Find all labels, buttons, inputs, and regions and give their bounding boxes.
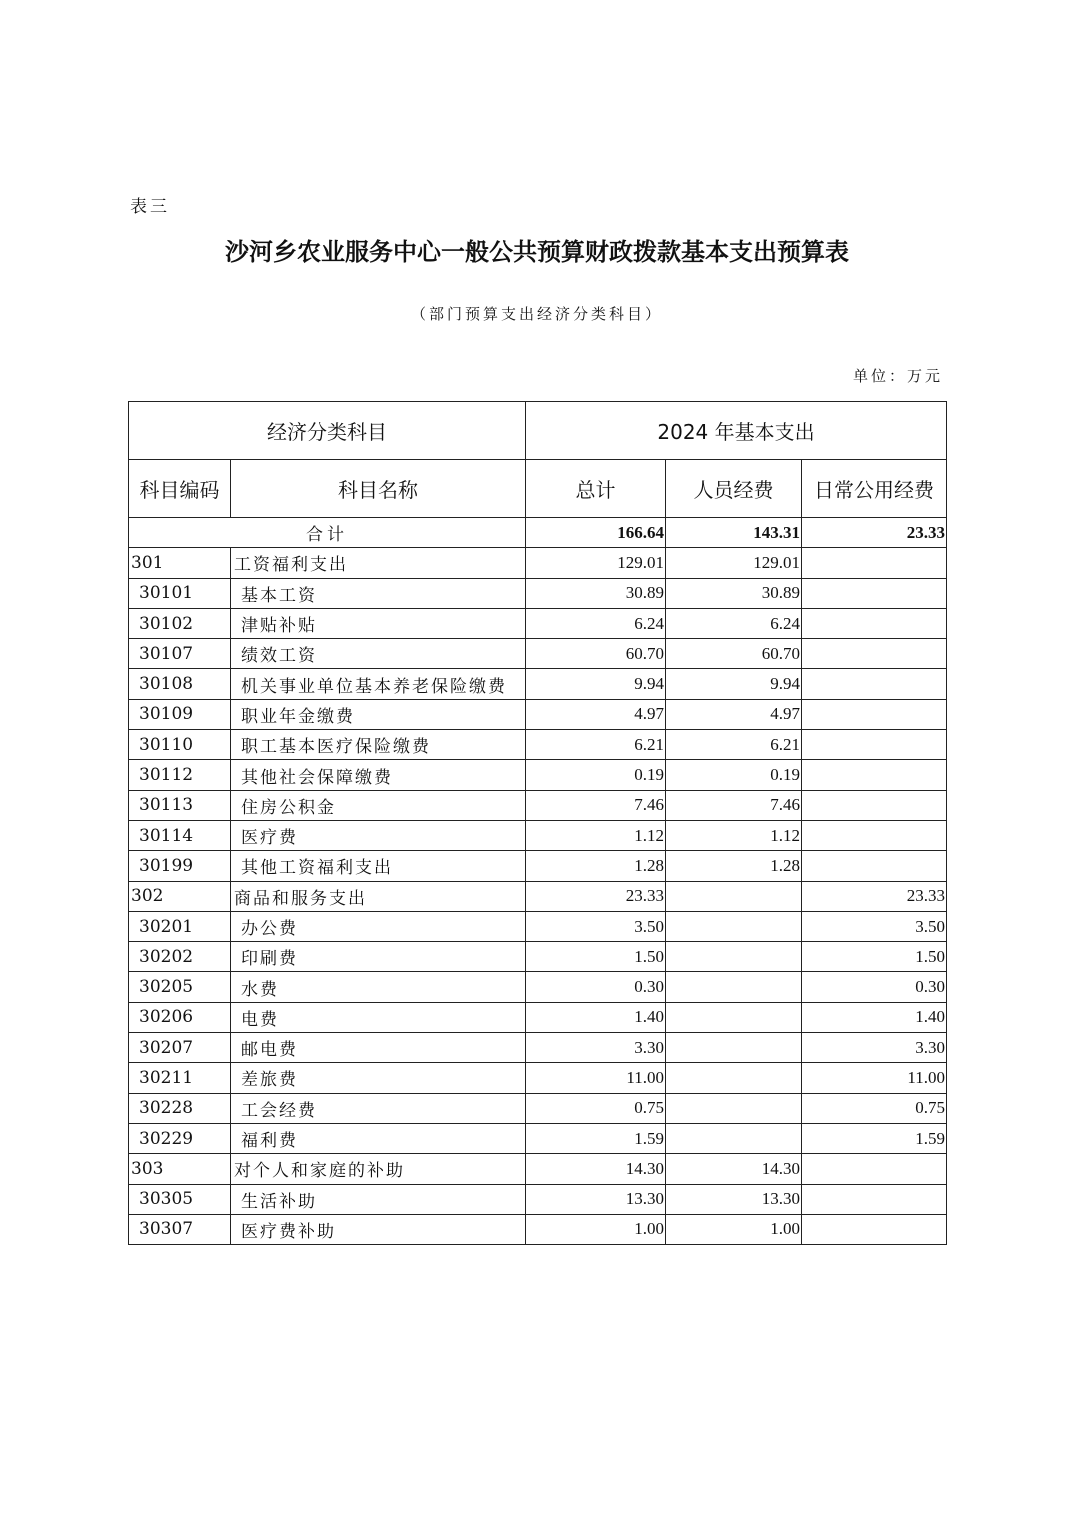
row-total: 1.50	[526, 942, 666, 972]
row-public	[802, 760, 947, 790]
header-row-group	[129, 402, 947, 460]
row-personnel: 14.30	[666, 1154, 802, 1184]
row-public	[802, 699, 947, 729]
row-name: 职工基本医疗保险缴费	[231, 730, 526, 760]
row-code: 30205	[129, 972, 231, 1002]
row-personnel: 13.30	[666, 1184, 802, 1214]
row-total: 13.30	[526, 1184, 666, 1214]
row-public: 1.50	[802, 942, 947, 972]
row-name: 印刷费	[231, 942, 526, 972]
row-code: 30108	[129, 669, 231, 699]
row-code: 30305	[129, 1184, 231, 1214]
table-row	[129, 972, 947, 1002]
row-total: 7.46	[526, 790, 666, 820]
row-total: 1.40	[526, 1002, 666, 1032]
row-name: 差旅费	[231, 1063, 526, 1093]
row-personnel: 1.12	[666, 820, 802, 850]
table-row	[129, 548, 947, 578]
row-public	[802, 639, 947, 669]
header-total: 总计	[526, 460, 666, 518]
row-name: 商品和服务支出	[231, 881, 526, 911]
row-name: 其他工资福利支出	[231, 851, 526, 881]
table-row	[129, 608, 947, 638]
row-name: 基本工资	[231, 578, 526, 608]
row-total: 0.30	[526, 972, 666, 1002]
row-personnel: 1.00	[666, 1214, 802, 1244]
row-personnel: 6.21	[666, 730, 802, 760]
row-code: 30228	[129, 1093, 231, 1123]
row-personnel: 4.97	[666, 699, 802, 729]
row-public	[802, 1154, 947, 1184]
total-sum: 166.64	[526, 518, 666, 548]
row-code: 301	[129, 548, 231, 578]
table-row	[129, 578, 947, 608]
row-total: 6.21	[526, 730, 666, 760]
row-personnel	[666, 1063, 802, 1093]
row-public	[802, 608, 947, 638]
row-total: 30.89	[526, 578, 666, 608]
row-code: 30113	[129, 790, 231, 820]
header-personnel: 人员经费	[666, 460, 802, 518]
row-code: 30102	[129, 608, 231, 638]
row-code: 30199	[129, 851, 231, 881]
row-code: 30307	[129, 1214, 231, 1244]
table-row	[129, 851, 947, 881]
row-name: 生活补助	[231, 1184, 526, 1214]
table-row	[129, 911, 947, 941]
row-public	[802, 1214, 947, 1244]
row-name: 工会经费	[231, 1093, 526, 1123]
table-row	[129, 942, 947, 972]
header-economic-classification: 经济分类科目	[129, 402, 526, 460]
row-total: 3.50	[526, 911, 666, 941]
table-row	[129, 881, 947, 911]
row-personnel	[666, 1123, 802, 1153]
row-personnel: 30.89	[666, 578, 802, 608]
row-personnel: 60.70	[666, 639, 802, 669]
total-personnel: 143.31	[666, 518, 802, 548]
row-name: 水费	[231, 972, 526, 1002]
page-subtitle: （部门预算支出经济分类科目）	[410, 305, 663, 323]
row-code: 30114	[129, 820, 231, 850]
table-row	[129, 1093, 947, 1123]
row-personnel: 7.46	[666, 790, 802, 820]
total-row	[129, 518, 947, 548]
table-row	[129, 1123, 947, 1153]
row-public: 0.75	[802, 1093, 947, 1123]
row-public: 1.59	[802, 1123, 947, 1153]
budget-table	[128, 401, 947, 1245]
row-public: 11.00	[802, 1063, 947, 1093]
table-row	[129, 639, 947, 669]
row-total: 3.30	[526, 1033, 666, 1063]
row-total: 1.28	[526, 851, 666, 881]
row-code: 30109	[129, 699, 231, 729]
row-total: 4.97	[526, 699, 666, 729]
row-code: 30202	[129, 942, 231, 972]
row-name: 津贴补贴	[231, 608, 526, 638]
table-row	[129, 1002, 947, 1032]
row-public: 3.30	[802, 1033, 947, 1063]
row-public	[802, 548, 947, 578]
row-code: 30229	[129, 1123, 231, 1153]
row-personnel	[666, 1093, 802, 1123]
row-name: 医疗费	[231, 820, 526, 850]
row-public: 1.40	[802, 1002, 947, 1032]
row-code: 303	[129, 1154, 231, 1184]
row-code: 30207	[129, 1033, 231, 1063]
row-code: 30112	[129, 760, 231, 790]
row-public: 0.30	[802, 972, 947, 1002]
row-personnel: 6.24	[666, 608, 802, 638]
header-code: 科目编码	[129, 460, 231, 518]
row-total: 0.75	[526, 1093, 666, 1123]
row-total: 129.01	[526, 548, 666, 578]
row-personnel: 129.01	[666, 548, 802, 578]
row-total: 0.19	[526, 760, 666, 790]
row-name: 工资福利支出	[231, 548, 526, 578]
row-total: 23.33	[526, 881, 666, 911]
row-name: 职业年金缴费	[231, 699, 526, 729]
row-total: 9.94	[526, 669, 666, 699]
row-name: 对个人和家庭的补助	[231, 1154, 526, 1184]
total-label: 合计	[129, 518, 526, 548]
total-public: 23.33	[802, 518, 947, 548]
row-public	[802, 820, 947, 850]
row-name: 邮电费	[231, 1033, 526, 1063]
row-personnel: 1.28	[666, 851, 802, 881]
row-code: 30107	[129, 639, 231, 669]
row-public: 3.50	[802, 911, 947, 941]
row-code: 30110	[129, 730, 231, 760]
row-public: 23.33	[802, 881, 947, 911]
table-row	[129, 1214, 947, 1244]
row-public	[802, 669, 947, 699]
page-title: 沙河乡农业服务中心一般公共预算财政拨款基本支出预算表	[225, 238, 849, 266]
row-personnel: 9.94	[666, 669, 802, 699]
table-row	[129, 790, 947, 820]
row-total: 11.00	[526, 1063, 666, 1093]
row-name: 办公费	[231, 911, 526, 941]
row-total: 14.30	[526, 1154, 666, 1184]
header-name: 科目名称	[231, 460, 526, 518]
table-row	[129, 760, 947, 790]
header-basic-expenditure: 2024 年基本支出	[526, 402, 947, 460]
row-personnel	[666, 911, 802, 941]
row-code: 302	[129, 881, 231, 911]
row-personnel	[666, 1033, 802, 1063]
row-personnel	[666, 881, 802, 911]
table-row	[129, 1033, 947, 1063]
row-code: 30201	[129, 911, 231, 941]
header-public: 日常公用经费	[802, 460, 947, 518]
row-total: 6.24	[526, 608, 666, 638]
row-total: 1.59	[526, 1123, 666, 1153]
row-total: 60.70	[526, 639, 666, 669]
row-public	[802, 578, 947, 608]
row-code: 30206	[129, 1002, 231, 1032]
row-name: 其他社会保障缴费	[231, 760, 526, 790]
row-name: 绩效工资	[231, 639, 526, 669]
header-row-columns	[129, 460, 947, 518]
table-row	[129, 1063, 947, 1093]
row-personnel	[666, 1002, 802, 1032]
row-public	[802, 851, 947, 881]
row-personnel	[666, 972, 802, 1002]
row-code: 30101	[129, 578, 231, 608]
table-row	[129, 1154, 947, 1184]
table-row	[129, 730, 947, 760]
table-row	[129, 1184, 947, 1214]
table-row	[129, 699, 947, 729]
table-label: 表三	[130, 197, 170, 217]
row-code: 30211	[129, 1063, 231, 1093]
row-total: 1.00	[526, 1214, 666, 1244]
row-personnel: 0.19	[666, 760, 802, 790]
table-row	[129, 669, 947, 699]
row-name: 福利费	[231, 1123, 526, 1153]
row-public	[802, 790, 947, 820]
row-name: 医疗费补助	[231, 1214, 526, 1244]
row-public	[802, 730, 947, 760]
table-row	[129, 820, 947, 850]
row-personnel	[666, 942, 802, 972]
row-name: 住房公积金	[231, 790, 526, 820]
row-total: 1.12	[526, 820, 666, 850]
row-name: 电费	[231, 1002, 526, 1032]
row-name: 机关事业单位基本养老保险缴费	[231, 669, 526, 699]
row-public	[802, 1184, 947, 1214]
unit-label: 单位：万元	[852, 367, 943, 385]
